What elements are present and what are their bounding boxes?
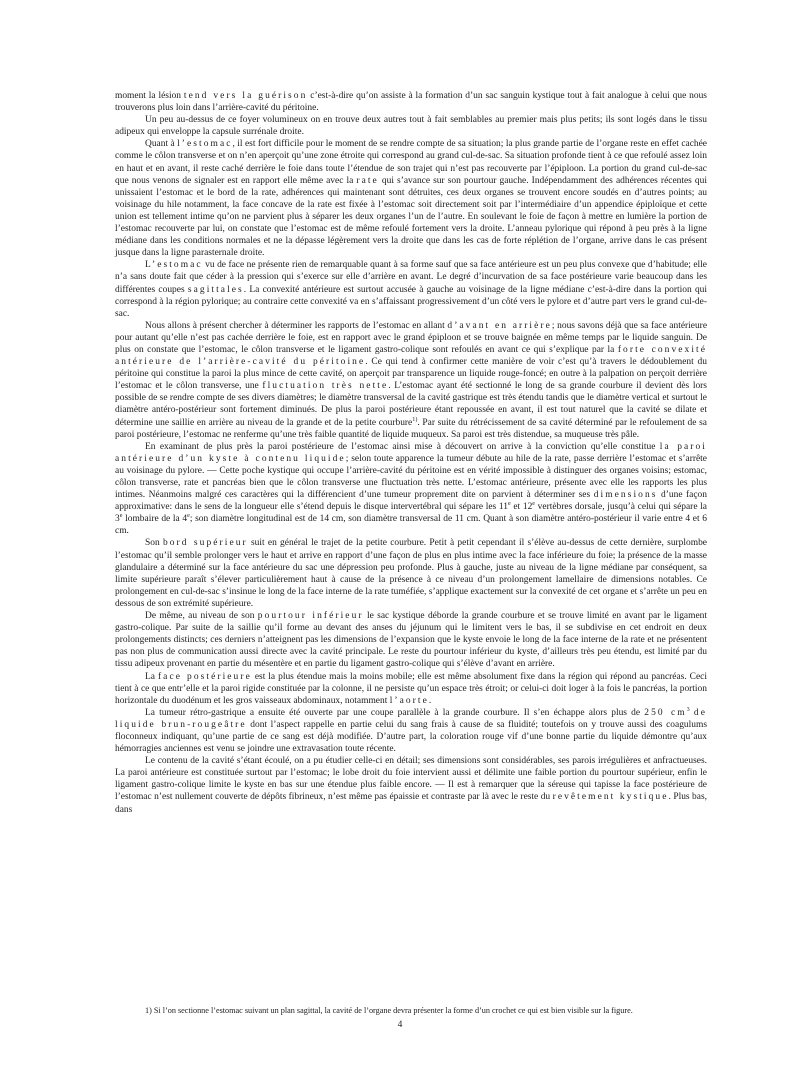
footnote	[115, 1005, 707, 1016]
spaced-emphasis: forte convexité antérieure de l’arrière-cavité du péritoine	[115, 344, 708, 368]
text-run: moment la lésion	[115, 91, 184, 101]
spaced-emphasis: pourtour inférieur	[257, 611, 364, 622]
paragraph	[115, 320, 707, 441]
text-run: La	[145, 671, 158, 682]
text-run: suit en général le trajet de la petite courbure. Petit à petit cependant il s’élève au-dessus de cette dernière, surplombe l’estomac qu’il semble prolonger vers le haut et arrive en rapport d’une façon de plus en plus intime avec la face inférieure du foie; la présence de la masse glandulaire a déterminé sur la face antérieure du sac une dépression peu profonde. Plus à gauche, juste au niveau de la ligne médiane par conséquent, sa limite supérieure paraît s’élever particulièrement haut à cause de la présence à ce niveau d’un prolongement lamellaire de dimensions notables. Ce prolongement en cul-de-sac s’insinue le long de la face interne de la rate tuméfiée, s’applique exactement sur la convexité de cet organe et s’arrête un peu en dessous de son extrémité supérieure.	[115, 538, 707, 609]
spaced-emphasis: L’estomac	[145, 260, 203, 271]
superscript: e	[532, 501, 536, 508]
text-run: c’est-à-dire qu’on assiste à la formation d’un sac sanguin kystique tout à fait analogue à celui que nous trouverons plus loin dans l’arrière-cavité du péritoine.	[115, 91, 707, 114]
text-run: vertèbres dorsale, jusqu’à celui qui sépare la 3	[115, 502, 707, 525]
spaced-emphasis: dimensions	[593, 490, 658, 501]
spaced-emphasis: l’aorte	[389, 695, 429, 706]
paragraph	[115, 114, 707, 138]
text-run: ; selon toute apparence la tumeur débute au hile de la rate, passe derrière l’estomac et s’arrête au voisinage du pylore. — Cette poche kystique qui occupe l’arrière-cavité du péritoine est en vérité impossible à distinguer des organes voisins; estomac, côlon transverse, rate et pancréas bien que le côlon transverse une fluctuation très nette. L’estomac antérieure, présente avec elle les rapports les plus intimes. Néanmoins malgré ces caractères qui la différencient d’une tumeur proprement dite on parvient à déterminer ses	[115, 453, 707, 501]
text-run: . Plus bas, dans	[115, 792, 708, 815]
paragraph	[115, 441, 707, 538]
spaced-emphasis: la paroi antérieure d’un kyste à contenu liquide	[115, 441, 707, 464]
paragraph	[115, 90, 707, 114]
superscript: e	[187, 513, 190, 520]
superscript: e	[507, 501, 511, 508]
text-run: Son	[145, 538, 163, 549]
paragraph	[115, 671, 707, 707]
text-run: Quant à	[145, 139, 178, 150]
text-run: . La convexité antérieure est surtout accusée à gauche au voisinage de la ligne médiane c’est-à-dire dans la portion qui correspond à la région pylorique; au contraire cette convexité va en s’affaissant progressivement d’un côté vers le pylore et d’autre part vers le grand cul-de-sac.	[115, 284, 707, 319]
superscript: e	[119, 513, 123, 520]
footnote-number: 1)	[145, 1006, 152, 1015]
footnote-text: Si l’on sectionne l’estomac suivant un plan sagittal, la cavité de l’organe devra présenter la forme d’un crochet ce qui est bien visible sur la figure.	[153, 1006, 633, 1015]
superscript: 1)	[412, 416, 418, 423]
paragraph	[115, 259, 707, 319]
text-run: ; son diamètre longitudinal est de 14 cm, son diamètre transversal de 11 cm. Quant à son diamètre antéro-postérieur il varie entre 4 et 6 cm.	[115, 514, 707, 537]
spaced-emphasis: l’estomac	[177, 139, 233, 150]
paragraph	[115, 537, 707, 610]
text-run: .	[428, 695, 432, 706]
text-run: qui s’avance sur son pourtour gauche. Indépendamment des adhérences récentes qui unissaient l’estomac et le bord de la rate, adhérences qui maintenant sont détruites, ces deux organes se trouvent encore soudés en d’autres points; au voisinage du hile notamment, la face concave de la rate est fixée à l’estomac soit directement soit par l’intermédiaire d’un appendice épiploïque et cette union est tellement intime qu’on ne parvient plus à séparer les deux organes l’un de l’autre. En soulevant le foie de façon à mettre en lumière la portion de l’estomac recouverte par lui, on constate que l’estomac est de même refoulé fortement vers la droite. L’anneau pylorique qui répond à peu près à la ligne médiane dans les conditions normales et ne la dépasse légèrement vers la droite que dans les cas de forte réplétion de l’organe, arrive dans le cas présent jusque dans la ligne parasternale droite.	[115, 175, 707, 259]
text-run: est la plus étendue mais la moins mobile; elle est même absolument fixe dans la région qui répond au pancréas. Ceci tient à ce que entr’elle et la paroi rigide constituée par la colonne, il ne persiste qu’un espace très étroit; or celui-ci doit loger à la fois le pancréas, la portion horizontale du duodénum et les gros vaisseaux abdominaux, notamment	[115, 671, 707, 706]
spaced-emphasis: fluctuation très nette	[262, 381, 389, 392]
page-number: 4	[397, 1020, 403, 1030]
paragraph	[115, 610, 707, 670]
text-run: . L’estomac ayant été sectionné le long de sa grande courbure il devient dès lors possible de se rendre compte de ses divers diamètres; le diamètre transversal de la cavité gastrique est très étendu tandis que le diamètre vertical et surtout le diamètre antéro-postérieur sont fortement diminués. De plus la paroi postérieure étant repoussée en avant, il est tout naturel que la cavité se dilate et détermine une saillie en arrière au niveau de la grande et de la petite courbure	[115, 381, 707, 428]
spaced-emphasis: 250 cm	[644, 707, 687, 718]
paragraph	[115, 138, 707, 259]
text-run: d’une façon approximative: dans le sens de la longueur elle s’étend depuis le disque intervertébral qui sépare les 11	[115, 490, 707, 513]
spaced-emphasis: revêtement kystique	[552, 792, 669, 803]
text-run: , il est fort difficile pour le moment de se rendre compte de sa situation; la plus grande partie de l’organe reste en effet cachée comme le côlon transverse et on n’en aperçoit qu’une zone étroite qui correspond au grand cul-de-sac. Sa situation profonde tient à ce que refoulé assez loin en haut et en avant, il reste caché derrière le foie dans toute l’étendue de son trajet qui n’est pas recouverte par l’épiploon. La portion du grand cul-de-sac que nous venons de signaler est en rapport elle même avec la	[115, 139, 707, 186]
text-run: Un peu au-dessus de ce foyer volumineux on en trouve deux autres tout à fait semblables au premier mais plus petits; ils sont logés dans le tissu adipeux qui enveloppe la capsule surrénale droite.	[115, 115, 707, 138]
text-run: le sac kystique déborde la grande courbure et se trouve limité en avant par le ligament gastro-colique. Par suite de la saillie qu’il forme au devant des anses du jéjunum qui le limitent vers le bas, il se subdivise en cet endroit en deux prolongements distincts; ces derniers n’atteignent pas les dimensions de l’expansion que le kyste envoie le long de la face interne de la rate et ne présentent pas non plus de communication aussi directe avec la cavité principale. Le reste du pourtour inférieur du kyste, d’ailleurs très peu étendu, est limité par du tissu adipeux provenant en partie du mésentère et en partie du ligament gastro-colique qui s’élève d’avant en arrière.	[115, 611, 707, 670]
spaced-emphasis: rate	[356, 175, 379, 186]
text-run: dont l’aspect rappelle en partie celui du sang frais à cause de sa fluidité; toutefois on y trouve aussi des coagulums floconneux indiquant, qu’une partie de ce sang est déjà modifiée. D’autre part, la coloration rouge vif d’une bonne partie du liquide démontre qu’aux hémorragies anciennes est venu se joindre une extravasation toute récente.	[115, 719, 707, 755]
text-run: lombaire de la 4	[122, 514, 188, 525]
spaced-emphasis: bord supérieur	[162, 538, 248, 549]
text-run: . Par suite du rétrécissement de sa cavité déterminé par le refoulement de sa paroi postérieure, l’estomac ne renferme qu’une très faible quantité de liquide muqueux. Sa paroi est très distendue, sa muqueuse très pâle.	[115, 417, 707, 440]
spaced-emphasis: sagittales	[187, 284, 244, 295]
text-run: vu de face ne présente rien de remarquable quant à sa forme sauf que sa face antérieure est un peu plus convexe que d’habitude; elle n’a sans doute fait que céder à la pression qui s’exerce sur elle d’arrière en avant. Le degré d’incurvation de sa face postérieure varie beaucoup dans les différentes coupes	[115, 260, 707, 295]
paragraph	[115, 707, 707, 755]
text-run: Le contenu de la cavité s’étant écoulé, on a pu étudier celle-ci en détail; ses dimensions sont considérables, ses parois irrégulières et anfractueuses. La paroi antérieure est constituée surtout par l’estomac; le lobe droit du foie intervient aussi et délimite une faible portion du pourtour supérieur, enfin le ligament gastro-colique limite le kyste en bas sur une étendue plus faible encore. — Il est à remarquer que la séreuse qui tapisse la face postérieure de l’estomac n’est nullement couverte de dépôts fibrineux, n’est même pas épaissie et contraste par là avec le reste du	[115, 756, 707, 803]
spaced-emphasis: face postérieure	[157, 671, 252, 682]
text-run: . Ce qui tend à confirmer cette manière de voir c’est qu’à travers le dédoublement du péritoine qui constitue la paroi la plus mince de cette cavité, on aperçoit par transparence un liquide rouge-foncé; en outre à la palpation on perçoit derrière l’estomac et le côlon transverse, une	[115, 357, 707, 392]
text-run: Nous allons à présent chercher à déterminer les rapports de l’estomac en allant	[145, 320, 448, 331]
spaced-emphasis: de liquide brun-rougeâtre	[115, 707, 707, 730]
spaced-emphasis: d’avant en arrière	[447, 320, 552, 331]
text-run: La tumeur rétro-gastrique a ensuite été ouverte par une coupe parallèle à la grande courbure. Il s’en échappe alors plus de	[145, 707, 645, 718]
text-run: ; nous savons déjà que sa face antérieure pour autant qu’elle n’est pas cachée derrière le foie, est en rapport avec le grand épiploon et se trouve baignée en même temps par le liquide sanguin. De plus on constate que l’estomac, le côlon transverse et le ligament gastro-colique sont refoulés en avant ce qui s’explique par la	[115, 320, 708, 355]
paragraph	[115, 755, 707, 815]
body-text	[115, 90, 707, 816]
text-run: En examinant de plus près la paroi postérieure de l’estomac ainsi mise à découvert on arrive à la conviction qu’elle constitue	[145, 441, 660, 452]
text-run: De même, au niveau de son	[145, 611, 258, 622]
spaced-emphasis: tend vers la guérison	[183, 91, 308, 101]
text-run: et 12	[510, 502, 533, 513]
superscript: 3	[686, 706, 690, 713]
